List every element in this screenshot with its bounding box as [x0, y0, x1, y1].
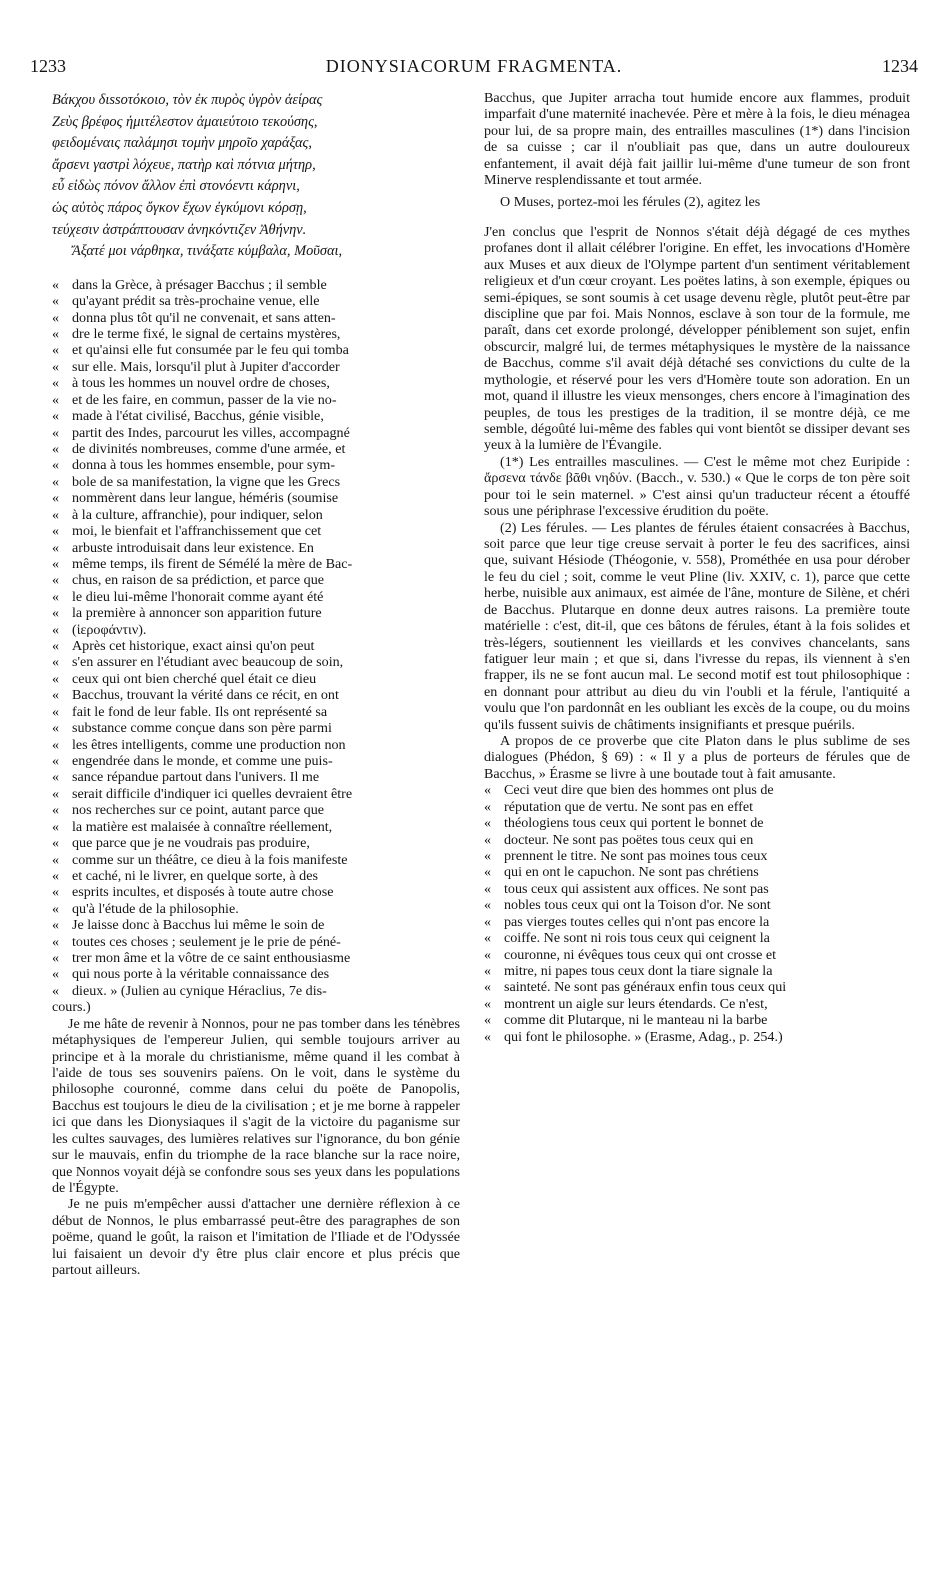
quote-line: « esprits incultes, et disposés à toute autre chose	[72, 884, 460, 900]
quote-line: « arbuste introduisait dans leur existence. En	[72, 540, 460, 556]
quote-line: « coiffe. Ne sont ni rois tous ceux qui ceignent la	[504, 930, 910, 946]
quote-line: « sainteté. Ne sont pas généraux enfin tous ceux qui	[504, 979, 910, 995]
quote-line: « montrent un aigle sur leurs étendards. Ce n'est,	[504, 996, 910, 1012]
quote-line: « à tous les hommes un nouvel ordre de choses,	[72, 375, 460, 391]
quote-line: « et de les faire, en commun, passer de la vie no-	[72, 392, 460, 408]
quote-line: « donna à tous les hommes ensemble, pour sym-	[72, 457, 460, 473]
quote-line: « la matière est malaisée à connaître réellement,	[72, 819, 460, 835]
quote-line: « donna plus tôt qu'il ne convenait, et sans atten-	[72, 310, 460, 326]
quote-line: « et qu'ainsi elle fut consumée par le feu qui tomba	[72, 342, 460, 358]
greek-line: φειδομέναις παλάμησι τομὴν μηροῖο χαράξας,	[52, 135, 312, 152]
quote-line: « théologiens tous ceux qui portent le bonnet de	[504, 815, 910, 831]
julian-quote-part3	[72, 917, 460, 999]
quote-line: « réputation que de vertu. Ne sont pas en effet	[504, 799, 910, 815]
quote-line: « la première à annoncer son apparition future	[72, 605, 460, 621]
translation-paragraph: O Muses, portez-moi les férules (2), agitez les	[500, 193, 761, 210]
greek-line: εὖ εἰδὼς πόνον ἄλλον ἐπὶ στονόεντι κάρηνι,	[52, 178, 300, 195]
quote-line: « les êtres intelligents, comme une production non	[72, 737, 460, 753]
footnote-1: (1*) Les entrailles masculines. — C'est le même mot chez Euripide : ἄρσενα τάνδε βᾶθι νηδύν. (Bacch., v. 530.) « Que le corps de ton père soit pour toi le sein maternel. » C'est ainsi qu'un traducteur récent a étouffé sous une périphrase l'excessive érudition du poëte.	[484, 453, 910, 520]
quote-line: « comme dit Plutarque, ni le manteau ni la barbe	[504, 1012, 910, 1028]
quote-line: « même temps, ils firent de Sémélé la mère de Bac-	[72, 556, 460, 572]
quote-line: « toutes ces choses ; seulement je le prie de péné-	[72, 934, 460, 950]
quote-line: « partit des Indes, parcourut les villes, accompagné	[72, 425, 460, 441]
quote-line: « made à l'état civilisé, Bacchus, génie visible,	[72, 408, 460, 424]
quote-line: « chus, en raison de sa prédiction, et parce que	[72, 572, 460, 588]
quote-line: « dans la Grèce, à présager Bacchus ; il semble	[72, 277, 460, 293]
quote-line: « Je laisse donc à Bacchus lui même le soin de	[72, 917, 460, 933]
quote-line: « tous ceux qui assistent aux offices. Ne sont pas	[504, 881, 910, 897]
paragraph: A propos de ce proverbe que cite Platon dans le plus sublime de ses dialogues (Phédon, § 69) : « Il y a plus de porteurs de férules que de Bacchus, » Érasme se livre à une boutade tout à fait amusante.	[484, 733, 910, 782]
left-column	[52, 90, 460, 1278]
quote-line: « qui nous porte à la véritable connaissance des	[72, 966, 460, 982]
quote-line: « trer mon âme et la vôtre de ce saint enthousiasme	[72, 950, 460, 966]
greek-verses	[52, 90, 460, 263]
paragraph: J'en conclus que l'esprit de Nonnos s'était déjà dégagé de ces mythes profanes dont il allait célébrer l'origine. En effet, les invocations d'Homère aux Muses et aux dieux de l'Olympe partent d'un sentiment véritablement religieux et d'un cœur croyant. Les poëtes latins, à son exemple, épiques ou semi-épiques, se sont soumis à cet usage devenu règle, plutôt peut-être par discipline que par foi. Mais Nonnos, esclave à son tour de la formule, me paraît, dans cet exorde prolongé, développer péniblement son sujet, enfin obscurcir, malgré lui, de termes métaphysiques le mystère de la naissance de Bacchus, comme s'il avait déjà détaché ses convictions du culte de la mythologie, et réservé pour les vers d'Homère toute son adoration. En un mot, quand il illustre les vieux mensonges, chers encore à l'imagination des peuples, de tous les prestiges de la tradition, il se montre déjà, ce me semble, dégoûté lui-même des fables qui vont bientôt se dissiper devant ses yeux à la lumière de l'Évangile.	[484, 223, 910, 454]
quote-line: « s'en assurer en l'étudiant avec beaucoup de soin,	[72, 654, 460, 670]
quote-line: « substance comme conçue dans son père parmi	[72, 720, 460, 736]
paragraph: Je ne puis m'empêcher aussi d'attacher une dernière réflexion à ce début de Nonnos, le plus embarrassé peut-être des paragraphes de son poëme, quand le goût, la raison et l'imitation de l'Iliade et de l'Odyssée lui faisaient un devoir d'y être plus clair encore et plus précis que partout ailleurs.	[52, 1196, 460, 1279]
greek-line: Ἄξατέ μοι νάρθηκα, τινάξατε κύμβαλα, Μοῦσαι,	[72, 243, 343, 260]
paragraph: Je me hâte de revenir à Nonnos, pour ne pas tomber dans les ténèbres métaphysiques de l'empereur Julien, qui semble toujours arriver au principe et à la morale du christianisme, même quand il les combat à l'aide de tous ses souvenirs païens. On le voit, dans le système du philosophe couronné, comme dans celui du poëte de Panopolis, Bacchus est toujours le dieu de la civilisation ; et je me borne à rappeler ici que dans les Dionysiaques il s'agit de la victoire du paganisme sur les cultes sauvages, des lumières relatives sur l'ignorance, du bon génie sur le mauvais, enfin du triomphe de la race blanche sur la race noire, que Nonnos voyait déjà se confondre sous ses yeux dans les populations de l'Égypte.	[52, 1015, 460, 1196]
footnote-2: (2) Les férules. — Les plantes de férules étaient consacrées à Bacchus, soit parce que leur tige creuse servait à porter le feu des sacrifices, ainsi que, suivant Hésiode (Théogonie, v. 558), Prométhée en usa pour dérober le feu du ciel ; soit, comme le veut Pline (liv. XXIV, c. 1), parce que cette herbe, nuisible aux animaux, est aimée de l'âne, monture de Silène, et chéri de Bacchus. Plutarque en donne deux autres raisons. La première toute matérielle : c'est, dit-il, que ces bâtons de férules, étant à la fois solides et très-légers, soutiennent les vieillards et les convives chancelants, sans fatiguer leur main ; et que si, dans l'ivresse du repas, ils viennent à s'en frapper, ils ne se font aucun mal. Le second motif est tout philosophique : en donnant pour attribut au dieu du vin l'oubli et la férule, l'antiquité a voulu que l'on pardonnât en les oubliant les excès de la coupe, ou du moins qu'ils fussent suivis de châtiments insignifiants et presque puérils.	[484, 519, 910, 733]
quote-line: « ceux qui ont bien cherché quel était ce dieu	[72, 671, 460, 687]
greek-line: τεύχεσιν ἀστράπτουσαν ἀνηκόντιζεν Ἀθήνην.	[52, 221, 307, 238]
quote-line: « moi, le bienfait et l'affranchissement que cet	[72, 523, 460, 539]
translation-paragraph: Bacchus, que Jupiter arracha tout humide encore aux flammes, produit imparfait d'une maternité inachevée. Père et mère à la fois, le dieu ménagea pour lui, de sa propre main, des entrailles masculines (1*) dans l'incision de sa cuisse ; car il n'oubliait pas que, dans un autre douloureux enfantement, il avait déjà fait jaillir lui-même d'une tumeur de son front Minerve resplendissante et tout armée.	[484, 90, 910, 189]
quote-tail: cours.)	[52, 999, 91, 1016]
quote-line: « serait difficile d'indiquer ici quelles devraient être	[72, 786, 460, 802]
greek-line: Βάκχου διssοτόκοιο, τὸν ἐκ πυρὸς ὑγρὸν ἀείρας	[52, 92, 323, 108]
quote-line: « dieux. » (Julien au cynique Héraclius, 7e dis-	[72, 983, 460, 999]
quote-line: « comme sur un théâtre, ce dieu à la fois manifeste	[72, 852, 460, 868]
quote-line: « sur elle. Mais, lorsqu'il plut à Jupiter d'accorder	[72, 359, 460, 375]
right-column	[484, 90, 910, 1045]
quote-line: « que parce que je ne voudrais pas produire,	[72, 835, 460, 851]
quote-line: « le dieu lui-même l'honorait comme ayant été	[72, 589, 460, 605]
running-header	[30, 56, 918, 82]
greek-line: Ζεὺς βρέφος ἡμιτέλεστον ἀμαιεύτοιο τεκούσης,	[52, 113, 318, 130]
quote-line: « de divinités nombreuses, comme d'une armée, et	[72, 441, 460, 457]
quote-line: « (ἱεροφάντιν).	[72, 622, 460, 638]
quote-line: « à la culture, affranchie), pour indiquer, selon	[72, 507, 460, 523]
running-title: DIONYSIACORUM FRAGMENTA.	[325, 56, 623, 76]
erasmus-quote	[504, 782, 910, 1045]
julian-quote-part1	[72, 277, 460, 638]
quote-line: « et caché, ni le livrer, en quelque sorte, à des	[72, 868, 460, 884]
quote-line: « Après cet historique, exact ainsi qu'on peut	[72, 638, 460, 654]
quote-line: « qu'ayant prédit sa très-prochaine venue, elle	[72, 293, 460, 309]
quote-line: « qui font le philosophe. » (Erasme, Adag., p. 254.)	[504, 1029, 910, 1045]
quote-line: « nommèrent dans leur langue, héméris (soumise	[72, 490, 460, 506]
greek-line: ἄρσενι γαστρὶ λόχευε, πατὴρ καὶ πότνια μήτηρ,	[52, 156, 316, 173]
quote-line: « pas vierges toutes celles qui n'ont pas encore la	[504, 914, 910, 930]
julian-quote-part2	[72, 638, 460, 917]
quote-line: « dre le terme fixé, le signal de certains mystères,	[72, 326, 460, 342]
page-number-right: 1234	[882, 56, 918, 76]
quote-line: « Ceci veut dire que bien des hommes ont plus de	[504, 782, 910, 798]
quote-line: « qu'à l'étude de la philosophie.	[72, 901, 460, 917]
quote-line: « engendrée dans le monde, et comme une puis-	[72, 753, 460, 769]
quote-line: « prennent le titre. Ne sont pas moines tous ceux	[504, 848, 910, 864]
page-number-left: 1233	[30, 56, 66, 76]
quote-line: « Bacchus, trouvant la vérité dans ce récit, en ont	[72, 687, 460, 703]
quote-line: « mitre, ni papes tous ceux dont la tiare signale la	[504, 963, 910, 979]
quote-line: « couronne, ni évêques tous ceux qui ont crosse et	[504, 947, 910, 963]
quote-line: « bole de sa manifestation, la vigne que les Grecs	[72, 474, 460, 490]
quote-line: « nos recherches sur ce point, autant parce que	[72, 802, 460, 818]
quote-line: « sance répandue partout dans l'univers. Il me	[72, 769, 460, 785]
quote-line: « fait le fond de leur fable. Ils ont représenté sa	[72, 704, 460, 720]
quote-line: « nobles tous ceux qui ont la Toison d'or. Ne sont	[504, 897, 910, 913]
quote-line: « docteur. Ne sont pas poëtes tous ceux qui en	[504, 832, 910, 848]
greek-line: ὡς αὐτὸς πάρος ὄγκον ἔχων ἐγκύμονι κόρσῃ,	[52, 199, 307, 216]
quote-line: « qui en ont le capuchon. Ne sont pas chrétiens	[504, 864, 910, 880]
